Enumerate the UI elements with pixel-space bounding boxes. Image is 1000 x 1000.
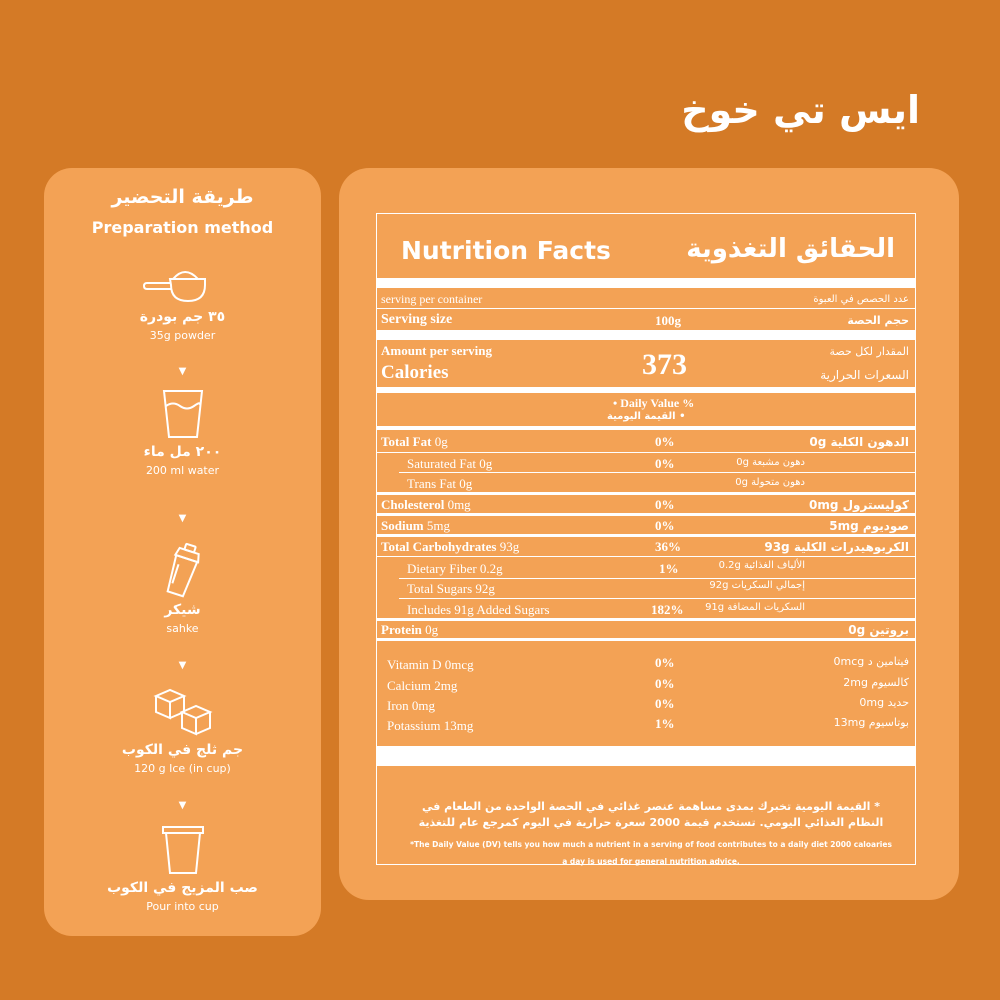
saturated-fat-ar: دهون مشبعة 0g	[736, 457, 805, 468]
cholesterol-pct: 0%	[655, 497, 675, 512]
step-label-en: 120 g Ice (in cup)	[134, 762, 231, 775]
daily-value-footnote-en: *The Daily Value (DV) tells you how much a nutrient in a serving of food contributes to a daily diet 2000 caloaries a day is used for general nutrition advice.	[410, 840, 892, 866]
water-glass-icon	[161, 388, 205, 440]
daily-value-footnote-ar: * القيمة اليومية تخبرك بمدى مساهمة عنصر غذائي في الحصة الواحدة من الطعام في النظام الغذائي اليومي. تستخدم قيمة 2000 سعرة حرارية في اليوم كمرجع عام للتغذية	[418, 800, 884, 829]
cholesterol-label: Cholesterol 0mg	[381, 497, 471, 512]
divider-bar	[377, 534, 915, 537]
saturated-fat-pct: 0%	[655, 456, 675, 471]
trans-fat-label: Trans Fat 0g	[407, 476, 473, 491]
step-ice	[44, 686, 321, 775]
potassium-label: Potassium 13mg	[387, 718, 474, 733]
iron-pct: 0%	[655, 696, 675, 711]
nutrition-facts-label	[376, 213, 916, 865]
saturated-fat-label: Saturated Fat 0g	[407, 456, 493, 471]
daily-value-header-en: • Daily Value %	[613, 396, 695, 410]
vitamin-d-pct: 0%	[655, 655, 675, 670]
total-sugars-ar: إجمالي السكريات 92g	[709, 580, 805, 591]
serving-per-container-en: serving per container	[381, 292, 483, 306]
divider-bar	[377, 330, 915, 340]
cup-icon	[161, 824, 205, 876]
calories-ar: السعرات الحرارية	[820, 368, 909, 382]
step-shaker	[44, 542, 321, 635]
calcium-label: Calcium 2mg	[387, 678, 458, 693]
calcium-pct: 0%	[655, 676, 675, 691]
preparation-panel	[44, 168, 321, 936]
page-title: ايس تي خوخ	[681, 88, 920, 132]
protein-label: Protein 0g	[381, 622, 439, 637]
divider-line	[377, 556, 915, 557]
added-sugars-pct: 182%	[651, 602, 684, 617]
divider-bar	[377, 426, 915, 430]
total-carbs-ar: الكربوهيدرات الكلية 93g	[764, 540, 909, 554]
added-sugars-label: Includes 91g Added Sugars	[407, 602, 550, 617]
divider-bar	[377, 278, 915, 288]
total-sugars-label: Total Sugars 92g	[407, 581, 495, 596]
ice-cubes-icon	[152, 686, 214, 738]
divider-bar	[377, 492, 915, 495]
preparation-title-ar: طريقة التحضير	[111, 186, 254, 208]
step-water	[44, 388, 321, 477]
total-fat-ar: الدهون الكلية 0g	[809, 435, 909, 449]
serving-size-label: Serving size	[381, 312, 453, 327]
iron-label: Iron 0mg	[387, 698, 436, 713]
trans-fat-ar: دهون متحولة 0g	[735, 477, 805, 488]
step-label-ar: ٢٠٠ مل ماء	[143, 444, 222, 460]
total-fat-pct: 0%	[655, 434, 675, 449]
dietary-fiber-label: Dietary Fiber 0.2g	[407, 561, 503, 576]
amount-per-serving-label: Amount per serving	[381, 343, 492, 358]
daily-value-header-ar: القيمة اليومية •	[607, 411, 686, 422]
arrow-down-icon: ▼	[178, 366, 187, 377]
step-label-ar: جم ثلج في الكوب	[121, 742, 244, 758]
vitamin-d-ar: فيتامين د 0mcg	[833, 655, 909, 668]
protein-ar: بروتين 0g	[848, 623, 909, 637]
divider-bar	[377, 638, 915, 641]
step-pour	[44, 824, 321, 913]
potassium-pct: 1%	[655, 716, 675, 731]
serving-size-value: 100g	[655, 313, 681, 328]
divider-line	[399, 598, 915, 599]
nutrition-panel	[339, 168, 959, 900]
serving-size-ar: حجم الحصة	[847, 314, 909, 327]
divider-bar	[377, 513, 915, 516]
step-label-ar: شيكر	[164, 602, 201, 618]
arrow-down-icon: ▼	[178, 800, 187, 811]
dietary-fiber-pct: 1%	[659, 561, 679, 576]
divider-line	[399, 472, 915, 473]
added-sugars-ar: السكريات المضافة 91g	[705, 602, 805, 613]
total-carbs-pct: 36%	[655, 539, 681, 554]
nutrition-title-en: Nutrition Facts	[401, 236, 611, 265]
potassium-ar: بوتاسيوم 13mg	[833, 716, 909, 729]
divider-line	[399, 578, 915, 579]
nutrition-title-ar: الحقائق التغذوية	[686, 234, 895, 264]
total-fat-label: Total Fat 0g	[381, 434, 448, 449]
step-label-en: sahke	[166, 622, 199, 635]
calories-value: 373	[642, 348, 687, 381]
step-label-en: 35g powder	[149, 329, 216, 342]
calories-label: Calories	[381, 362, 449, 383]
divider-bar	[377, 618, 915, 621]
arrow-down-icon: ▼	[178, 660, 187, 671]
step-label-ar: صب المزيج في الكوب	[107, 880, 258, 896]
iron-ar: حديد 0mg	[859, 696, 909, 709]
divider-line	[377, 452, 915, 453]
serving-per-container-ar: عدد الحصص في العبوة	[813, 294, 909, 305]
dietary-fiber-ar: الألياف الغذائية 0.2g	[718, 560, 805, 571]
divider-bar	[377, 746, 915, 766]
sodium-ar: صوديوم 5mg	[829, 519, 909, 533]
shaker-icon	[161, 542, 205, 598]
step-label-ar: ٣٥ جم بودرة	[139, 309, 226, 325]
total-carbs-label: Total Carbohydrates 93g	[381, 539, 520, 554]
step-label-en: Pour into cup	[146, 900, 219, 913]
vitamin-d-label: Vitamin D 0mcg	[387, 657, 474, 672]
step-label-en: 200 ml water	[145, 464, 220, 477]
preparation-title-en: Preparation method	[91, 218, 274, 237]
calcium-ar: كالسيوم 2mg	[843, 676, 909, 689]
amount-per-serving-ar: المقدار لكل حصة	[829, 345, 909, 358]
sodium-pct: 0%	[655, 518, 675, 533]
sodium-label: Sodium 5mg	[381, 518, 451, 533]
divider-line	[377, 308, 915, 309]
cholesterol-ar: كوليسترول 0mg	[809, 498, 909, 512]
step-powder	[44, 263, 321, 342]
divider-bar	[377, 387, 915, 393]
scoop-icon	[143, 263, 223, 305]
arrow-down-icon: ▼	[178, 513, 187, 524]
